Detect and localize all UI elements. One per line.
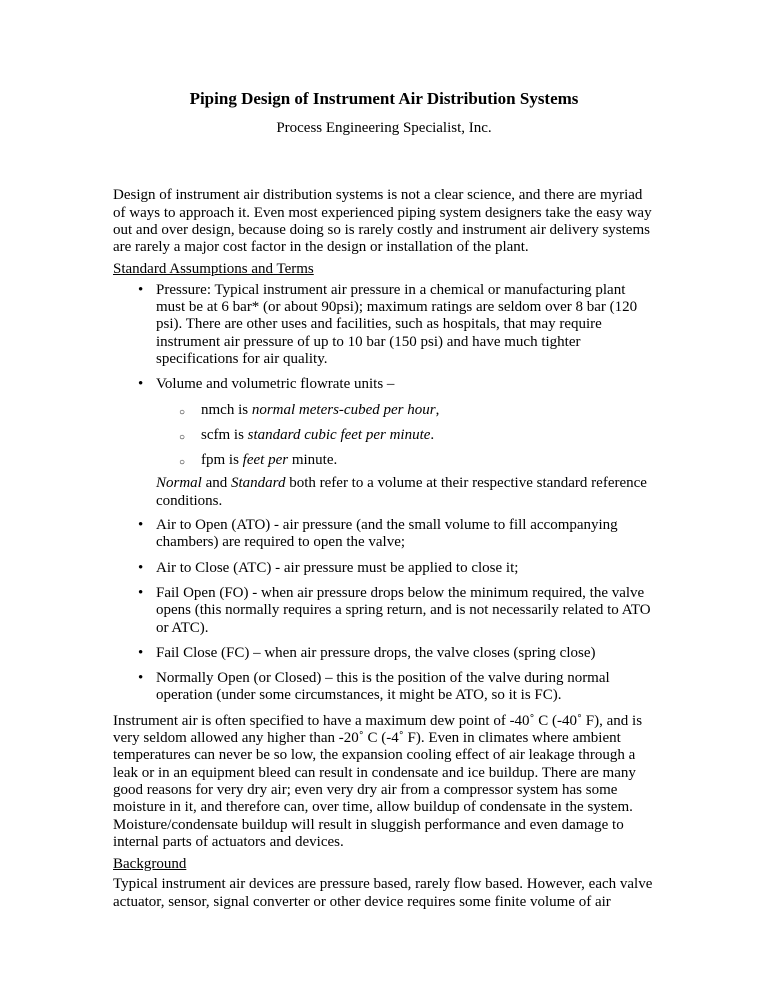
volume-note-italic: Normal — [156, 475, 202, 492]
bullet-pressure: • Pressure: Typical instrument air pressure in a chemical or manufacturing plant must be at 6 bar* (or about 90psi); maximum ratings are seldom over 8 bar (120 psi). There are other uses and facilities, such as hospitals, that may require instrument air pressure of up to 10 bar (150 psi) and have much tighter specifications for air quality. — [113, 282, 655, 368]
bullet-air-to-open: • Air to Open (ATO) - air pressure (and the small volume to fill accompanying chambers) are required to open the valve; — [113, 517, 655, 552]
sub-bullet-fpm — [113, 452, 655, 469]
sub-bullet-text: fpm is — [201, 452, 243, 469]
valve-terms-bullet-list — [113, 517, 655, 705]
assumptions-bullet-list — [113, 282, 655, 394]
document-subtitle: Process Engineering Specialist, Inc. — [276, 120, 492, 136]
bullet-air-to-close: • Air to Close (ATC) - air pressure must be applied to close it; — [113, 560, 655, 577]
bullet-fail-close: • Fail Close (FC) – when air pressure drops, the valve closes (spring close) — [113, 645, 655, 662]
bullet-fail-open: • Fail Open (FO) - when air pressure drops below the minimum required, the valve opens (this normally requires a spring return, and is not necessarily related to ATO or ATC). — [113, 585, 655, 637]
volume-units-sublist — [113, 402, 655, 470]
section-heading-assumptions: Standard Assumptions and Terms — [113, 261, 314, 278]
intro-paragraph: Design of instrument air distribution systems is not a clear science, and there are myriad of ways to approach it. Even most experienced piping system designers take the easy way out and over design, because doing so is rarely costly and instrument air delivery systems are rarely a major cost factor in the design or installation of the plant. — [113, 187, 652, 256]
section-heading-background: Background — [113, 856, 187, 873]
volume-note-italic: Standard — [231, 475, 286, 492]
sub-bullet-text: minute. — [288, 452, 338, 469]
sub-bullet-text: , — [435, 401, 440, 418]
sub-bullet-italic: standard cubic feet per minute — [247, 426, 431, 443]
volume-note-text: both refer to a volume at their respective standard reference conditions. — [156, 475, 647, 509]
dew-point-paragraph: Instrument air is often specified to have a maximum dew point of -40˚ C (-40˚ F), and is very seldom allowed any higher than -20˚ C (-4˚ F). Even in climates where ambient temperatures can never be so low, the expansion cooling effect of air leakage through a leak or in an equipment bleed can result in condensate and ice buildup. There are many good reasons for very dry air; even very dry air from a compressor system has some moisture in it, and therefore can, over time, allow buildup of condensate in the system. Moisture/condensate buildup will result in sluggish performance and even damage to internal parts of actuators and devices. — [113, 712, 643, 850]
bullet-volume-units: • Volume and volumetric flowrate units – — [113, 376, 655, 393]
sub-bullet-italic: normal meters-cubed per hour — [251, 401, 436, 418]
sub-bullet-nmch — [113, 402, 655, 419]
sub-bullet-text: scfm is — [201, 426, 248, 443]
sub-bullet-text: . — [430, 426, 435, 443]
sub-bullet-text: nmch is — [201, 401, 252, 418]
sub-bullet-italic: feet per — [242, 452, 289, 469]
volume-note-paragraph — [156, 475, 655, 510]
bullet-normally-open: • Normally Open (or Closed) – this is the position of the valve during normal operation (under some circumstances, it might be ATO, so it is FC). — [113, 670, 655, 705]
volume-note-text: and — [201, 475, 232, 492]
document-title: Piping Design of Instrument Air Distribution Systems — [189, 89, 579, 108]
background-paragraph: Typical instrument air devices are pressure based, rarely flow based. However, each valve actuator, sensor, signal converter or other device requires some finite volume of air — [113, 876, 653, 910]
sub-bullet-scfm — [113, 427, 655, 444]
